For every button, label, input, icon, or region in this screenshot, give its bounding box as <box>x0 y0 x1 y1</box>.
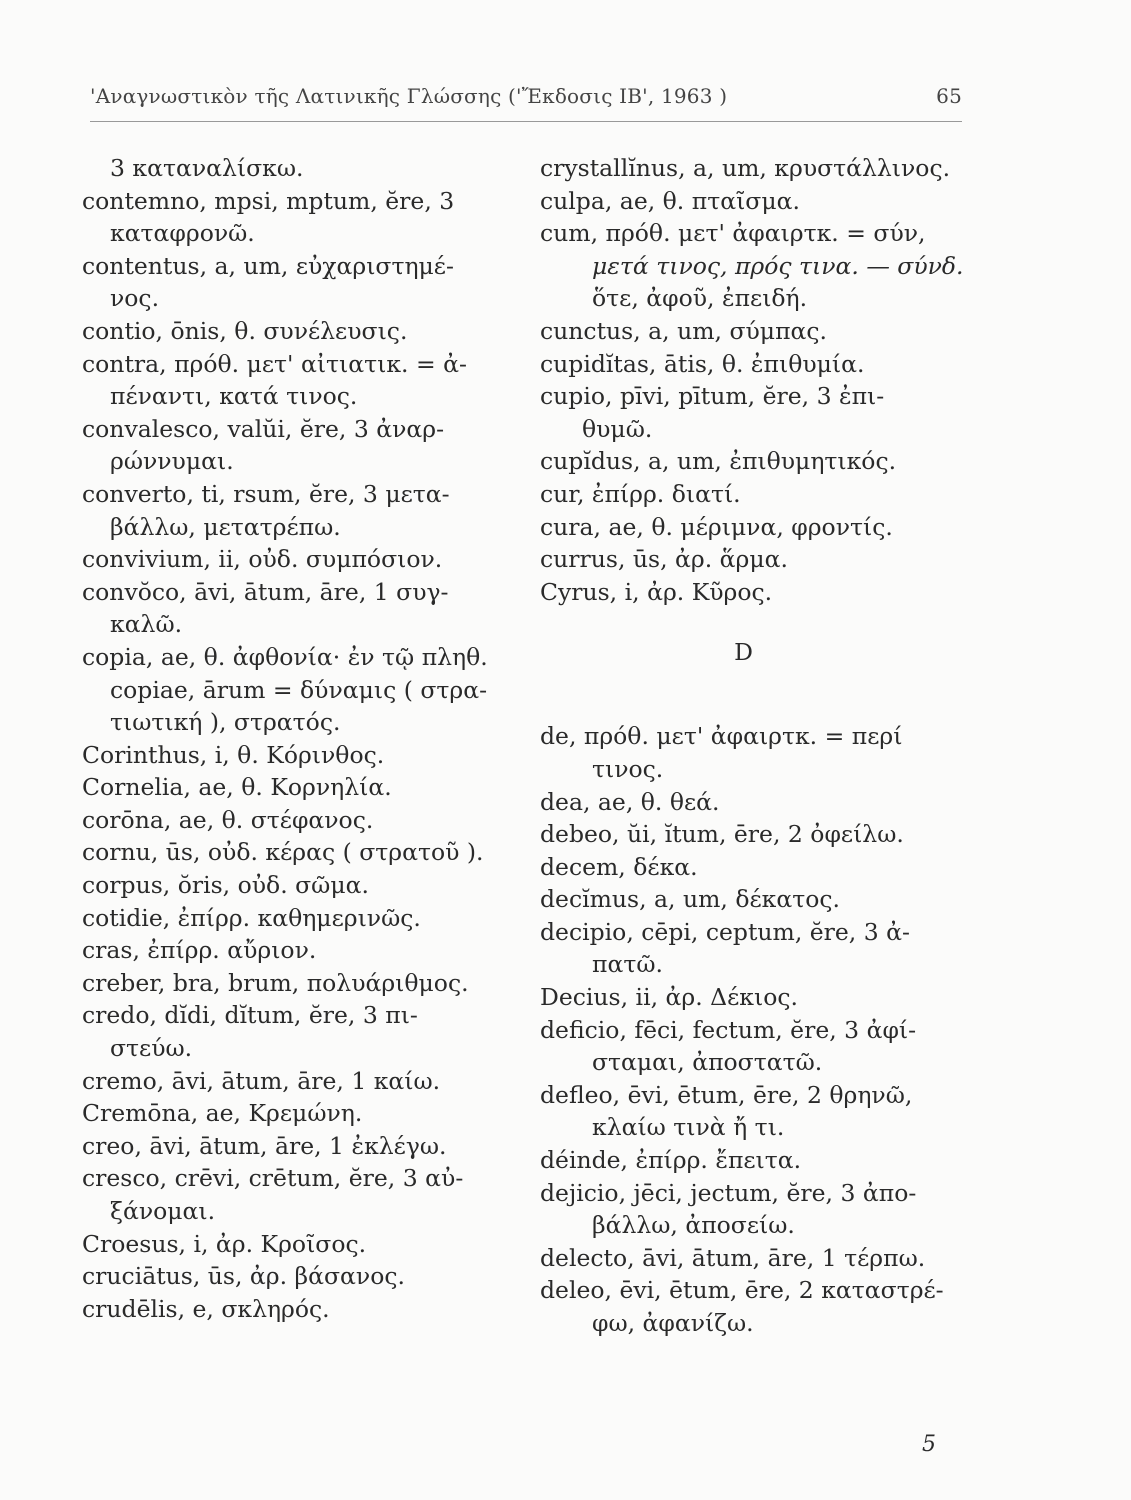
entry-line: ρώννυμαι. <box>110 447 234 476</box>
entry-line: θυμῶ. <box>582 414 653 443</box>
entry-line: cupidĭtas, ātis, θ. ἐπιθυμία. <box>540 349 865 378</box>
entry-line: τιωτική ), στρατός. <box>110 708 341 737</box>
entry-line: dejicio, jēci, jectum, ĕre, 3 ἀπο- <box>540 1178 917 1207</box>
entry-line: copia, ae, θ. ἀφθονία· ἐν τῷ πληθ. <box>82 642 488 671</box>
entry-line: cupio, pīvi, pītum, ĕre, 3 ἐπι- <box>540 382 885 411</box>
header-rule <box>90 121 962 122</box>
entry-line: cura, ae, θ. μέριμνα, φροντίς. <box>540 512 893 541</box>
entry-line: πατῶ. <box>592 950 663 979</box>
entry-line: decipio, cēpi, ceptum, ĕre, 3 ἀ- <box>540 917 910 946</box>
entry-line: μετά τινος, πρός τινα. — σύνδ. <box>592 251 964 280</box>
entry-line: converto, ti, rsum, ĕre, 3 μετα- <box>82 479 450 508</box>
entry-line: cunctus, a, um, σύμπας. <box>540 316 828 345</box>
entry-line: νος. <box>110 284 160 313</box>
entry-line: Cyrus, i, ἀρ. Κῦρος. <box>540 577 773 606</box>
spacer <box>540 672 968 720</box>
entry-line: cupĭdus, a, um, ἐπιθυμητικός. <box>540 447 897 476</box>
entry-line: φω, ἀφανίζω. <box>592 1309 754 1337</box>
entry-line: credo, dĭdi, dĭtum, ĕre, 3 πι- <box>82 1001 418 1030</box>
entry-line: τινος. <box>592 754 664 783</box>
entry-line: cremo, āvi, ātum, āre, 1 καίω. <box>82 1066 441 1095</box>
entry-line: στεύω. <box>110 1034 193 1063</box>
entry-line: corōna, ae, θ. στέφανος. <box>82 805 374 834</box>
entry-line: cotidie, ἐπίρρ. καθημερινῶς. <box>82 903 421 932</box>
entry-line: corpus, ŏris, οὐδ. σῶμα. <box>82 871 369 900</box>
entry-line: Cornelia, ae, θ. Κορνηλία. <box>82 773 392 802</box>
entry-line: καλῶ. <box>110 610 183 639</box>
entry-line: contra, πρόθ. μετ' αἰτιατικ. = ἀ- <box>82 349 467 378</box>
entry-line: deficio, fēci, fectum, ĕre, 3 ἀφί- <box>540 1015 917 1044</box>
entry-line: culpa, ae, θ. πταῖσμα. <box>540 186 800 215</box>
entry-line: κλαίω τινὰ ἤ τι. <box>592 1113 785 1142</box>
entry-line: dea, ae, θ. θεά. <box>540 787 720 816</box>
entry-line: decem, δέκα. <box>540 852 698 881</box>
entry-line: creo, āvi, ātum, āre, 1 ἐκλέγω. <box>82 1131 447 1160</box>
entry-line: 3 καταναλίσκω. <box>110 154 304 182</box>
entry-line: crystallĭnus, a, um, κρυστάλλινος. <box>540 154 951 182</box>
entry-line: convivium, ii, οὐδ. συμπόσιον. <box>82 545 443 574</box>
entry-line: cresco, crēvi, crētum, ĕre, 3 αὐ- <box>82 1164 464 1193</box>
signature-mark: 5 <box>922 1432 936 1457</box>
entry-line: Decius, ii, ἀρ. Δέκιος. <box>540 983 798 1012</box>
entry-line: decĭmus, a, um, δέκατος. <box>540 885 841 914</box>
entry-line: convalesco, valŭi, ĕre, 3 ἀναρ- <box>82 414 445 443</box>
entry-line: copiae, ārum = δύναμις ( στρα- <box>110 675 488 704</box>
entry-line: crudēlis, e, σκληρός. <box>82 1294 330 1323</box>
spacer <box>540 608 968 632</box>
entry-line: déinde, ἐπίρρ. ἔπειτα. <box>540 1146 802 1175</box>
entry-line: Corinthus, i, θ. Κόρινθος. <box>82 740 385 769</box>
entry-line: cum, πρόθ. μετ' ἀφαιρτκ. = σύν, <box>540 219 926 248</box>
section-letter: D <box>734 638 754 667</box>
entry-line: Cremōna, ae, Κρεμώνη. <box>82 1099 363 1128</box>
page-number: 65 <box>936 84 962 108</box>
entry-line: convŏco, āvi, ātum, āre, 1 συγ- <box>82 577 449 606</box>
entry-line: creber, bra, brum, πολυάριθμος. <box>82 968 469 997</box>
entry-line: καταφρονῶ. <box>110 219 255 248</box>
entry-line: Croesus, i, ἀρ. Κροῖσος. <box>82 1229 367 1258</box>
entry-line: defleo, ēvi, ētum, ēre, 2 θρηνῶ, <box>540 1080 913 1109</box>
entry-line: cur, ἐπίρρ. διατί. <box>540 479 741 508</box>
entry-line: contio, ōnis, θ. συνέλευσις. <box>82 316 408 345</box>
entry-line: cornu, ūs, οὐδ. κέρας ( στρατοῦ ). <box>82 838 484 867</box>
running-header <box>90 84 962 108</box>
entry-line: delecto, āvi, ātum, āre, 1 τέρπω. <box>540 1243 926 1272</box>
entry-line: cruciātus, ūs, ἀρ. βάσανος. <box>82 1262 405 1291</box>
entry-line: ξάνομαι. <box>110 1197 216 1225</box>
entry-line: βάλλω, μετατρέπω. <box>110 512 341 541</box>
header-title: 'Αναγνωστικὸν τῆς Λατινικῆς Γλώσσης ('Ἔκδοσις ΙΒ', 1963 ) <box>90 84 728 108</box>
entry-line: de, πρόθ. μετ' ἀφαιρτκ. = περί <box>540 722 903 751</box>
entry-line: cras, ἐπίρρ. αὔριον. <box>82 936 317 965</box>
entry-line: σταμαι, ἀποστατῶ. <box>592 1048 823 1077</box>
entry-line: debeo, ŭi, ĭtum, ēre, 2 ὀφείλω. <box>540 820 904 849</box>
entry-line: contemno, mpsi, mptum, ĕre, 3 <box>82 186 455 215</box>
entry-line: currus, ūs, ἀρ. ἅρμα. <box>540 545 788 574</box>
left-column <box>82 152 522 1325</box>
entry-line: βάλλω, ἀποσείω. <box>592 1211 795 1240</box>
entry-line: deleo, ēvi, ētum, ēre, 2 καταστρέ- <box>540 1276 944 1305</box>
entry-line: contentus, a, um, εὐχαριστημέ- <box>82 251 454 280</box>
entry-line: πέναντι, κατά τινος. <box>110 382 358 411</box>
entry-line: ὅτε, ἀφοῦ, ἐπειδή. <box>592 284 808 313</box>
right-column <box>540 152 968 1340</box>
